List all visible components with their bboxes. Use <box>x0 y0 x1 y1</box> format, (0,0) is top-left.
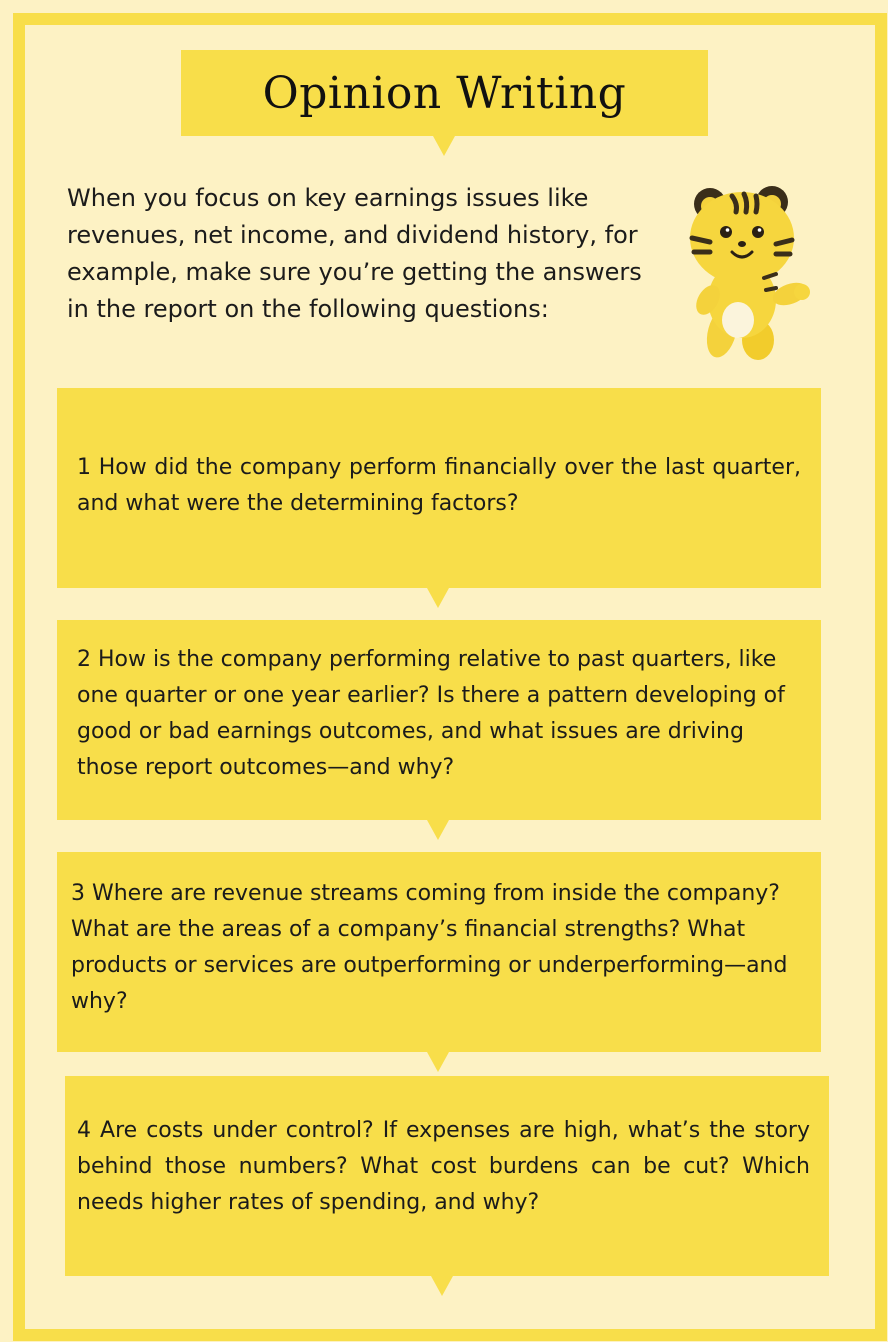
question-2-text: 2 How is the company performing relative to past quarters, like one quarter or one year earlier? Is there a pattern developing of good or bad earnings outcomes, and what issues are driving those report outcomes—and why? <box>77 647 785 780</box>
intro-text: When you focus on key earnings issues like revenues, net income, and dividend history, for example, make sure you’re getting the answers in the report on the following questions: <box>67 184 642 323</box>
question-3-text: 3 Where are revenue streams coming from inside the company? What are the areas of a company’s financial strengths? What products or services are outperforming or underperforming—and why? <box>71 881 788 1014</box>
title-banner <box>181 50 708 136</box>
title-pointer <box>433 136 455 156</box>
question-1-text: 1 How did the company perform financially over the last quarter, and what were the determining factors? <box>77 455 801 516</box>
page-title: Opinion Writing <box>262 67 627 119</box>
question-4-pointer <box>431 1276 453 1296</box>
question-2-pointer <box>427 820 449 840</box>
tiger-mascot-icon <box>680 182 812 362</box>
question-4-text: 4 Are costs under control? If expenses are high, what’s the story behind those numbers? What cost burdens can be cut? Which needs higher rates of spending, and why? <box>77 1118 810 1215</box>
question-1-pointer <box>427 588 449 608</box>
question-3-pointer <box>427 1052 449 1072</box>
